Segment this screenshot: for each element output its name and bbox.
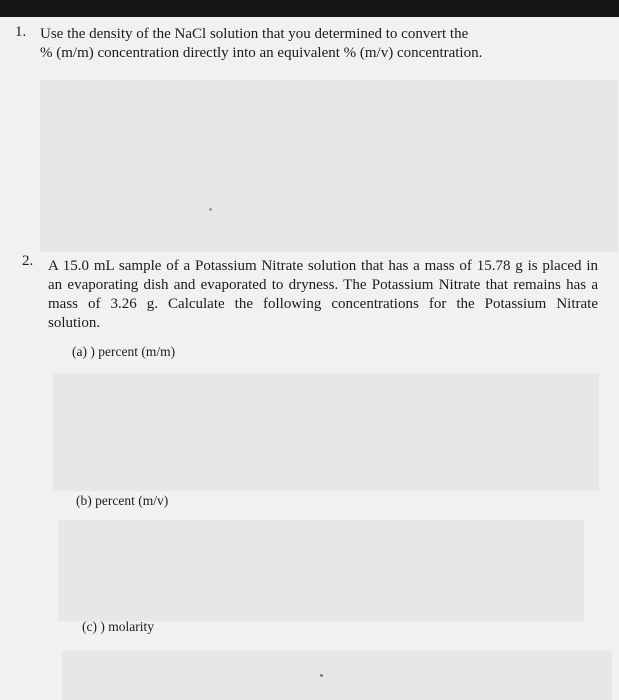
part-b-label: (b) percent (m/v): [76, 493, 169, 508]
answer-box-question-1[interactable]: [40, 80, 618, 252]
question-1-number: 1.: [15, 24, 27, 40]
question-2-line: A 15.0 mL sample of a Potassium Nitrate solution that has a mass of 15.78 g is placed in: [48, 258, 598, 274]
question-1-line: % (m/m) concentration directly into an equivalent % (m/v) concentration.: [40, 45, 483, 61]
top-dark-edge: [0, 0, 619, 17]
question-2-line: an evaporating dish and evaporated to dryness. The Potassium Nitrate that remains has a: [48, 277, 598, 293]
speck: [320, 674, 323, 677]
answer-box-part-a[interactable]: [53, 373, 599, 491]
answer-box-part-c[interactable]: [62, 651, 612, 700]
question-2-line: mass of 3.26 g. Calculate the following concentrations for the Potassium Nitrate: [48, 296, 598, 312]
question-2-text: [48, 257, 598, 333]
question-2-line: solution.: [48, 315, 101, 331]
part-c-label: (c) ) molarity: [82, 619, 154, 634]
answer-box-part-b[interactable]: [58, 520, 584, 621]
question-1-line: Use the density of the NaCl solution that you determined to convert the: [40, 26, 469, 42]
question-1-text: [40, 25, 520, 63]
part-a-label: (a) ) percent (m/m): [72, 344, 176, 359]
question-2-number: 2.: [22, 253, 34, 269]
speck: [209, 208, 212, 211]
